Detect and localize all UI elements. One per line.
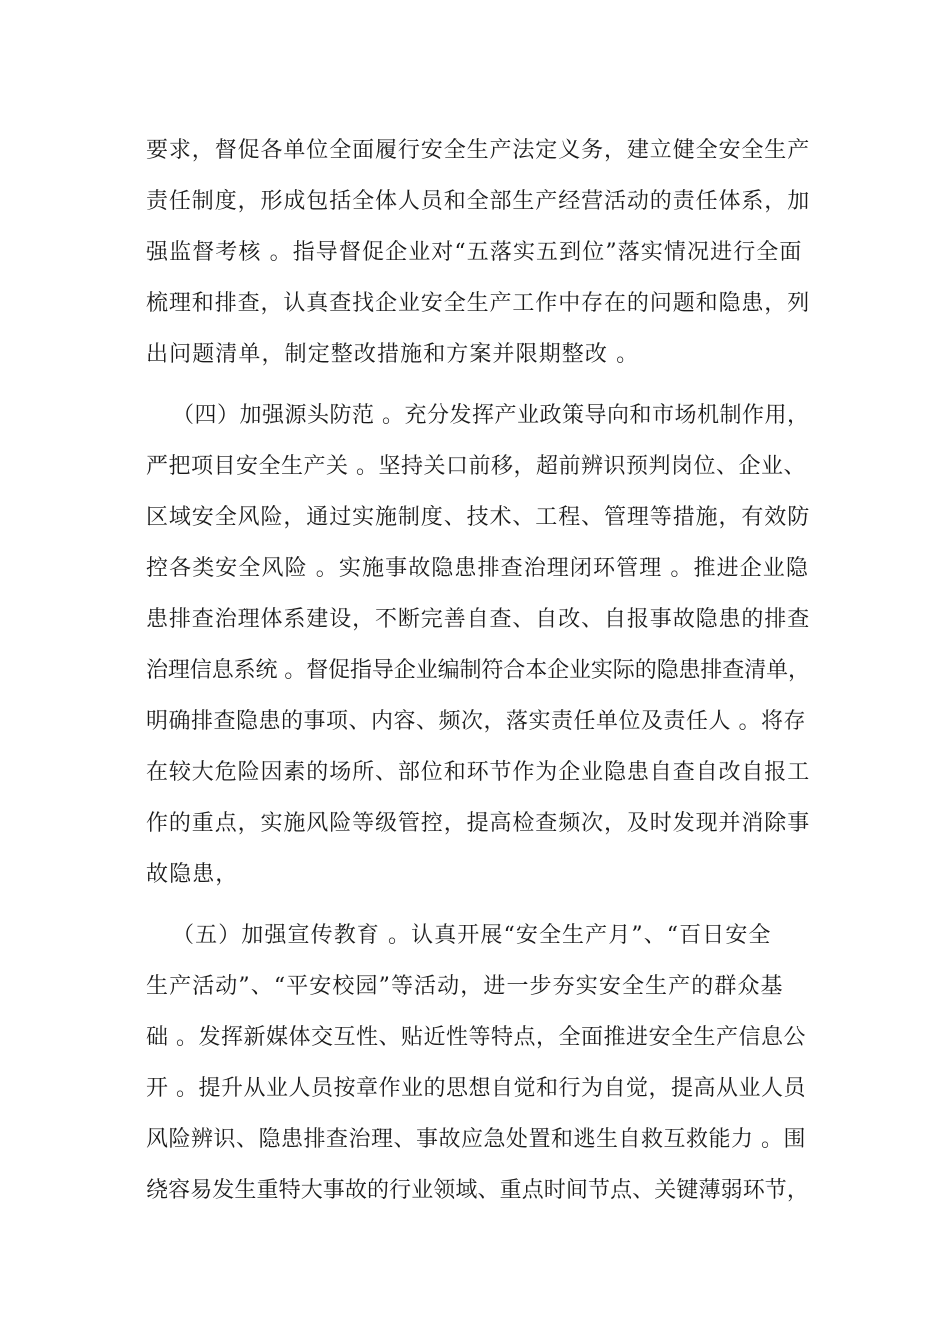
text-line: 要求，督促各单位全面履行安全生产法定义务，建立健全安全生产 bbox=[146, 138, 811, 163]
section-heading-line: （四）加强源头防范 。充分发挥产业政策导向和市场机制作用， bbox=[172, 403, 810, 428]
text-line: 区域安全风险，通过实施制度、技术、工程、管理等措施，有效防 bbox=[146, 505, 811, 530]
text-line: 故隐患， bbox=[146, 862, 239, 887]
text-line: 出问题清单，制定整改措施和方案并限期整改 。 bbox=[146, 342, 640, 367]
text-line: 责任制度，形成包括全体人员和全部生产经营活动的责任体系，加 bbox=[146, 189, 811, 214]
text-line: 严把项目安全生产关 。坚持关口前移，超前辨识预判岗位、企业、 bbox=[146, 454, 806, 479]
text-line: 梳理和排查，认真查找企业安全生产工作中存在的问题和隐患，列 bbox=[146, 291, 811, 316]
text-line: 患排查治理体系建设，不断完善自查、自改、自报事故隐患的排查 bbox=[146, 607, 811, 632]
text-line: 强监督考核 。指导督促企业对“五落实五到位”落实情况进行全面 bbox=[146, 240, 803, 265]
text-line: 控各类安全风险 。实施事故隐患排查治理闭环管理 。推进企业隐 bbox=[146, 556, 809, 581]
text-line: 生产活动”、“平安校园”等活动，进一步夯实安全生产的群众基 bbox=[146, 974, 784, 999]
text-line: 明确排查隐患的事项、内容、频次，落实责任单位及责任人 。将存 bbox=[146, 709, 806, 734]
text-line: 风险辨识、隐患排查治理、事故应急处置和逃生自救互救能力 。围 bbox=[146, 1127, 806, 1152]
section-heading-line: （五）加强宣传教育 。认真开展“安全生产月”、“百日安全 bbox=[172, 923, 772, 948]
text-line: 础 。发挥新媒体交互性、贴近性等特点，全面推进安全生产信息公 bbox=[146, 1025, 806, 1050]
text-line: 在较大危险因素的场所、部位和环节作为企业隐患自查自改自报工 bbox=[146, 760, 811, 785]
text-line: 作的重点，实施风险等级管控，提高检查频次，及时发现并消除事 bbox=[146, 811, 811, 836]
text-line: 治理信息系统 。督促指导企业编制符合本企业实际的隐患排查清单， bbox=[146, 658, 810, 683]
text-line: 开 。提升从业人员按章作业的思想自觉和行为自觉，提高从业人员 bbox=[146, 1076, 806, 1101]
text-line: 绕容易发生重特大事故的行业领域、重点时间节点、关键薄弱环节， bbox=[146, 1178, 810, 1203]
